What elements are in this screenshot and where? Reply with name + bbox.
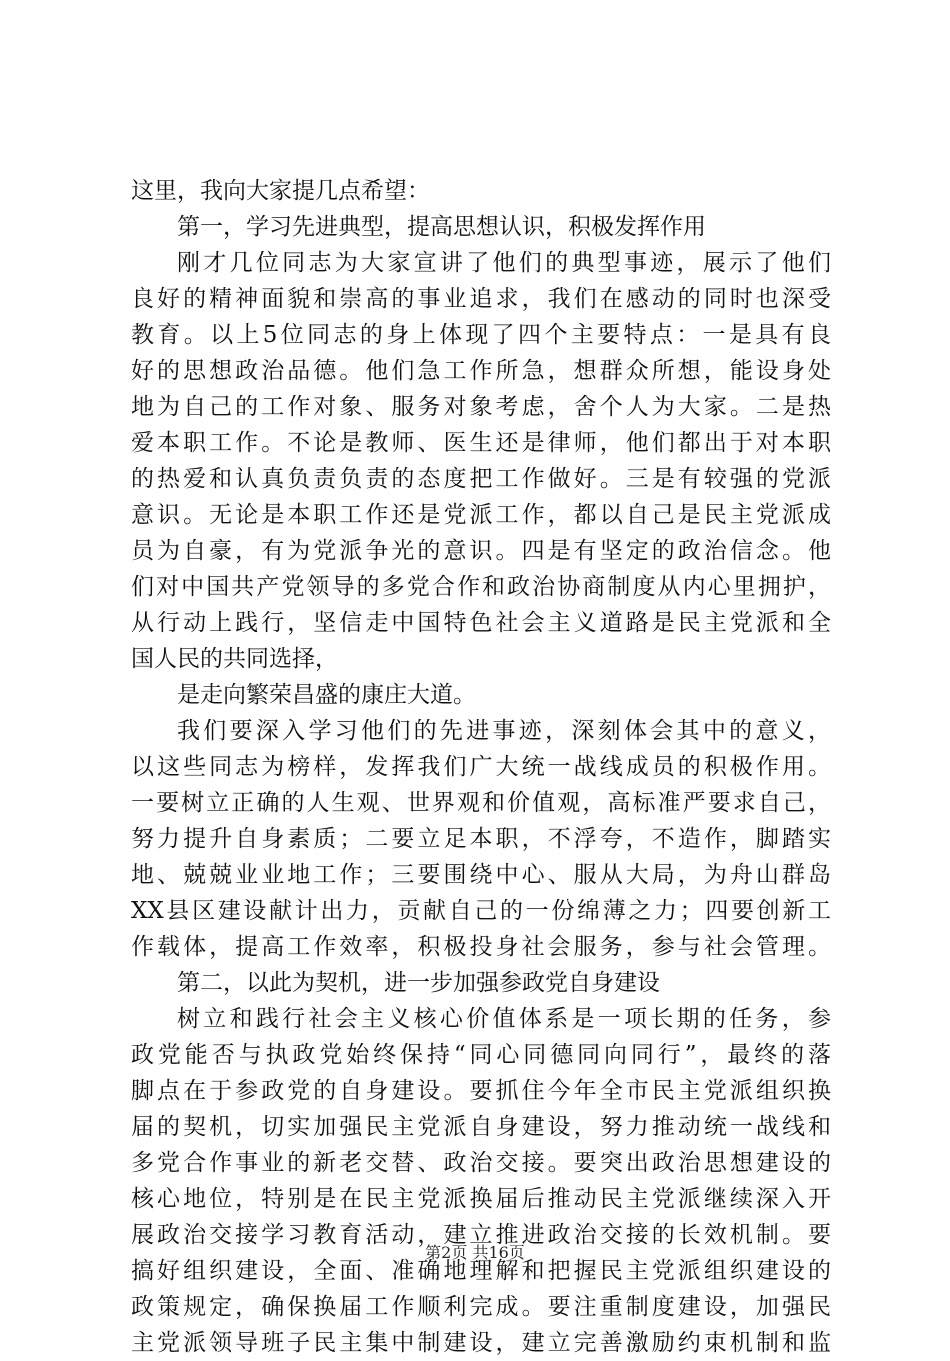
text-line: 多党合作事业的新老交替、政治交接。要突出政治思想建设的 [131, 1150, 831, 1176]
text-line: 意识。无论是本职工作还是党派工作，都以自己是民主党派成 [131, 502, 831, 528]
text-line: 国人民的共同选择， [131, 646, 338, 672]
text-line: 主党派领导班子民主集中制建设，建立完善激励约束机制和监 [131, 1330, 831, 1356]
text-line: 这里，我向大家提几点希望： [131, 178, 430, 204]
text-line: XX县区建设献计出力，贡献自己的一份绵薄之力；四要创新工 [131, 898, 831, 924]
text-line: 第一，学习先进典型，提高思想认识，积极发挥作用 [177, 214, 706, 240]
text-line: 搞好组织建设，全面、准确地理解和把握民主党派组织建设的 [131, 1258, 831, 1284]
text-line: 地、兢兢业业地工作；三要围绕中心、服从大局，为舟山群岛 [131, 862, 831, 888]
page-footer: 第2页 共16页 [425, 1243, 525, 1262]
text-line: 的热爱和认真负责负责的态度把工作做好。三是有较强的党派 [131, 466, 831, 492]
text-line: 努力提升自身素质；二要立足本职，不浮夸，不造作，脚踏实 [131, 826, 831, 852]
text-line: 从行动上践行，坚信走中国特色社会主义道路是民主党派和全 [131, 610, 831, 636]
text-line: 第二，以此为契机，进一步加强参政党自身建设 [177, 970, 660, 996]
text-line: 爱本职工作。不论是教师、医生还是律师，他们都出于对本职 [131, 430, 831, 456]
text-line: 教育。以上5位同志的身上体现了四个主要特点：一是具有良 [131, 322, 831, 348]
text-line: 我们要深入学习他们的先进事迹，深刻体会其中的意义， [177, 718, 831, 744]
text-line: 作载体，提高工作效率，积极投身社会服务，参与社会管理。 [131, 934, 831, 960]
text-line: 们对中国共产党领导的多党合作和政治协商制度从内心里拥护， [131, 574, 831, 600]
text-line: 良好的精神面貌和崇高的事业追求，我们在感动的同时也深受 [131, 286, 831, 312]
text-line: 一要树立正确的人生观、世界观和价值观，高标准严要求自己， [131, 790, 831, 816]
text-line: 核心地位，特别是在民主党派换届后推动民主党派继续深入开 [131, 1186, 831, 1212]
text-line: 员为自豪，有为党派争光的意识。四是有坚定的政治信念。他 [131, 538, 831, 564]
body-text [131, 173, 831, 1361]
text-line: 脚点在于参政党的自身建设。要抓住今年全市民主党派组织换 [131, 1078, 831, 1104]
text-line: 届的契机，切实加强民主党派自身建设，努力推动统一战线和 [131, 1114, 831, 1140]
text-line: 树立和践行社会主义核心价值体系是一项长期的任务，参 [177, 1006, 831, 1032]
text-line: 以这些同志为榜样，发挥我们广大统一战线成员的积极作用。 [131, 754, 831, 780]
text-line: 地为自己的工作对象、服务对象考虑，舍个人为大家。二是热 [131, 394, 831, 420]
text-line: 政策规定，确保换届工作顺利完成。要注重制度建设，加强民 [131, 1294, 831, 1320]
text-line: 好的思想政治品德。他们急工作所急，想群众所想，能设身处 [131, 358, 831, 384]
text-line: 刚才几位同志为大家宣讲了他们的典型事迹，展示了他们 [177, 250, 831, 276]
text-line: 政党能否与执政党始终保持“同心同德同向同行”，最终的落 [131, 1042, 831, 1068]
text-line: 是走向繁荣昌盛的康庄大道。 [177, 682, 476, 708]
text-line: 展政治交接学习教育活动，建立推进政治交接的长效机制。要 [131, 1222, 831, 1248]
